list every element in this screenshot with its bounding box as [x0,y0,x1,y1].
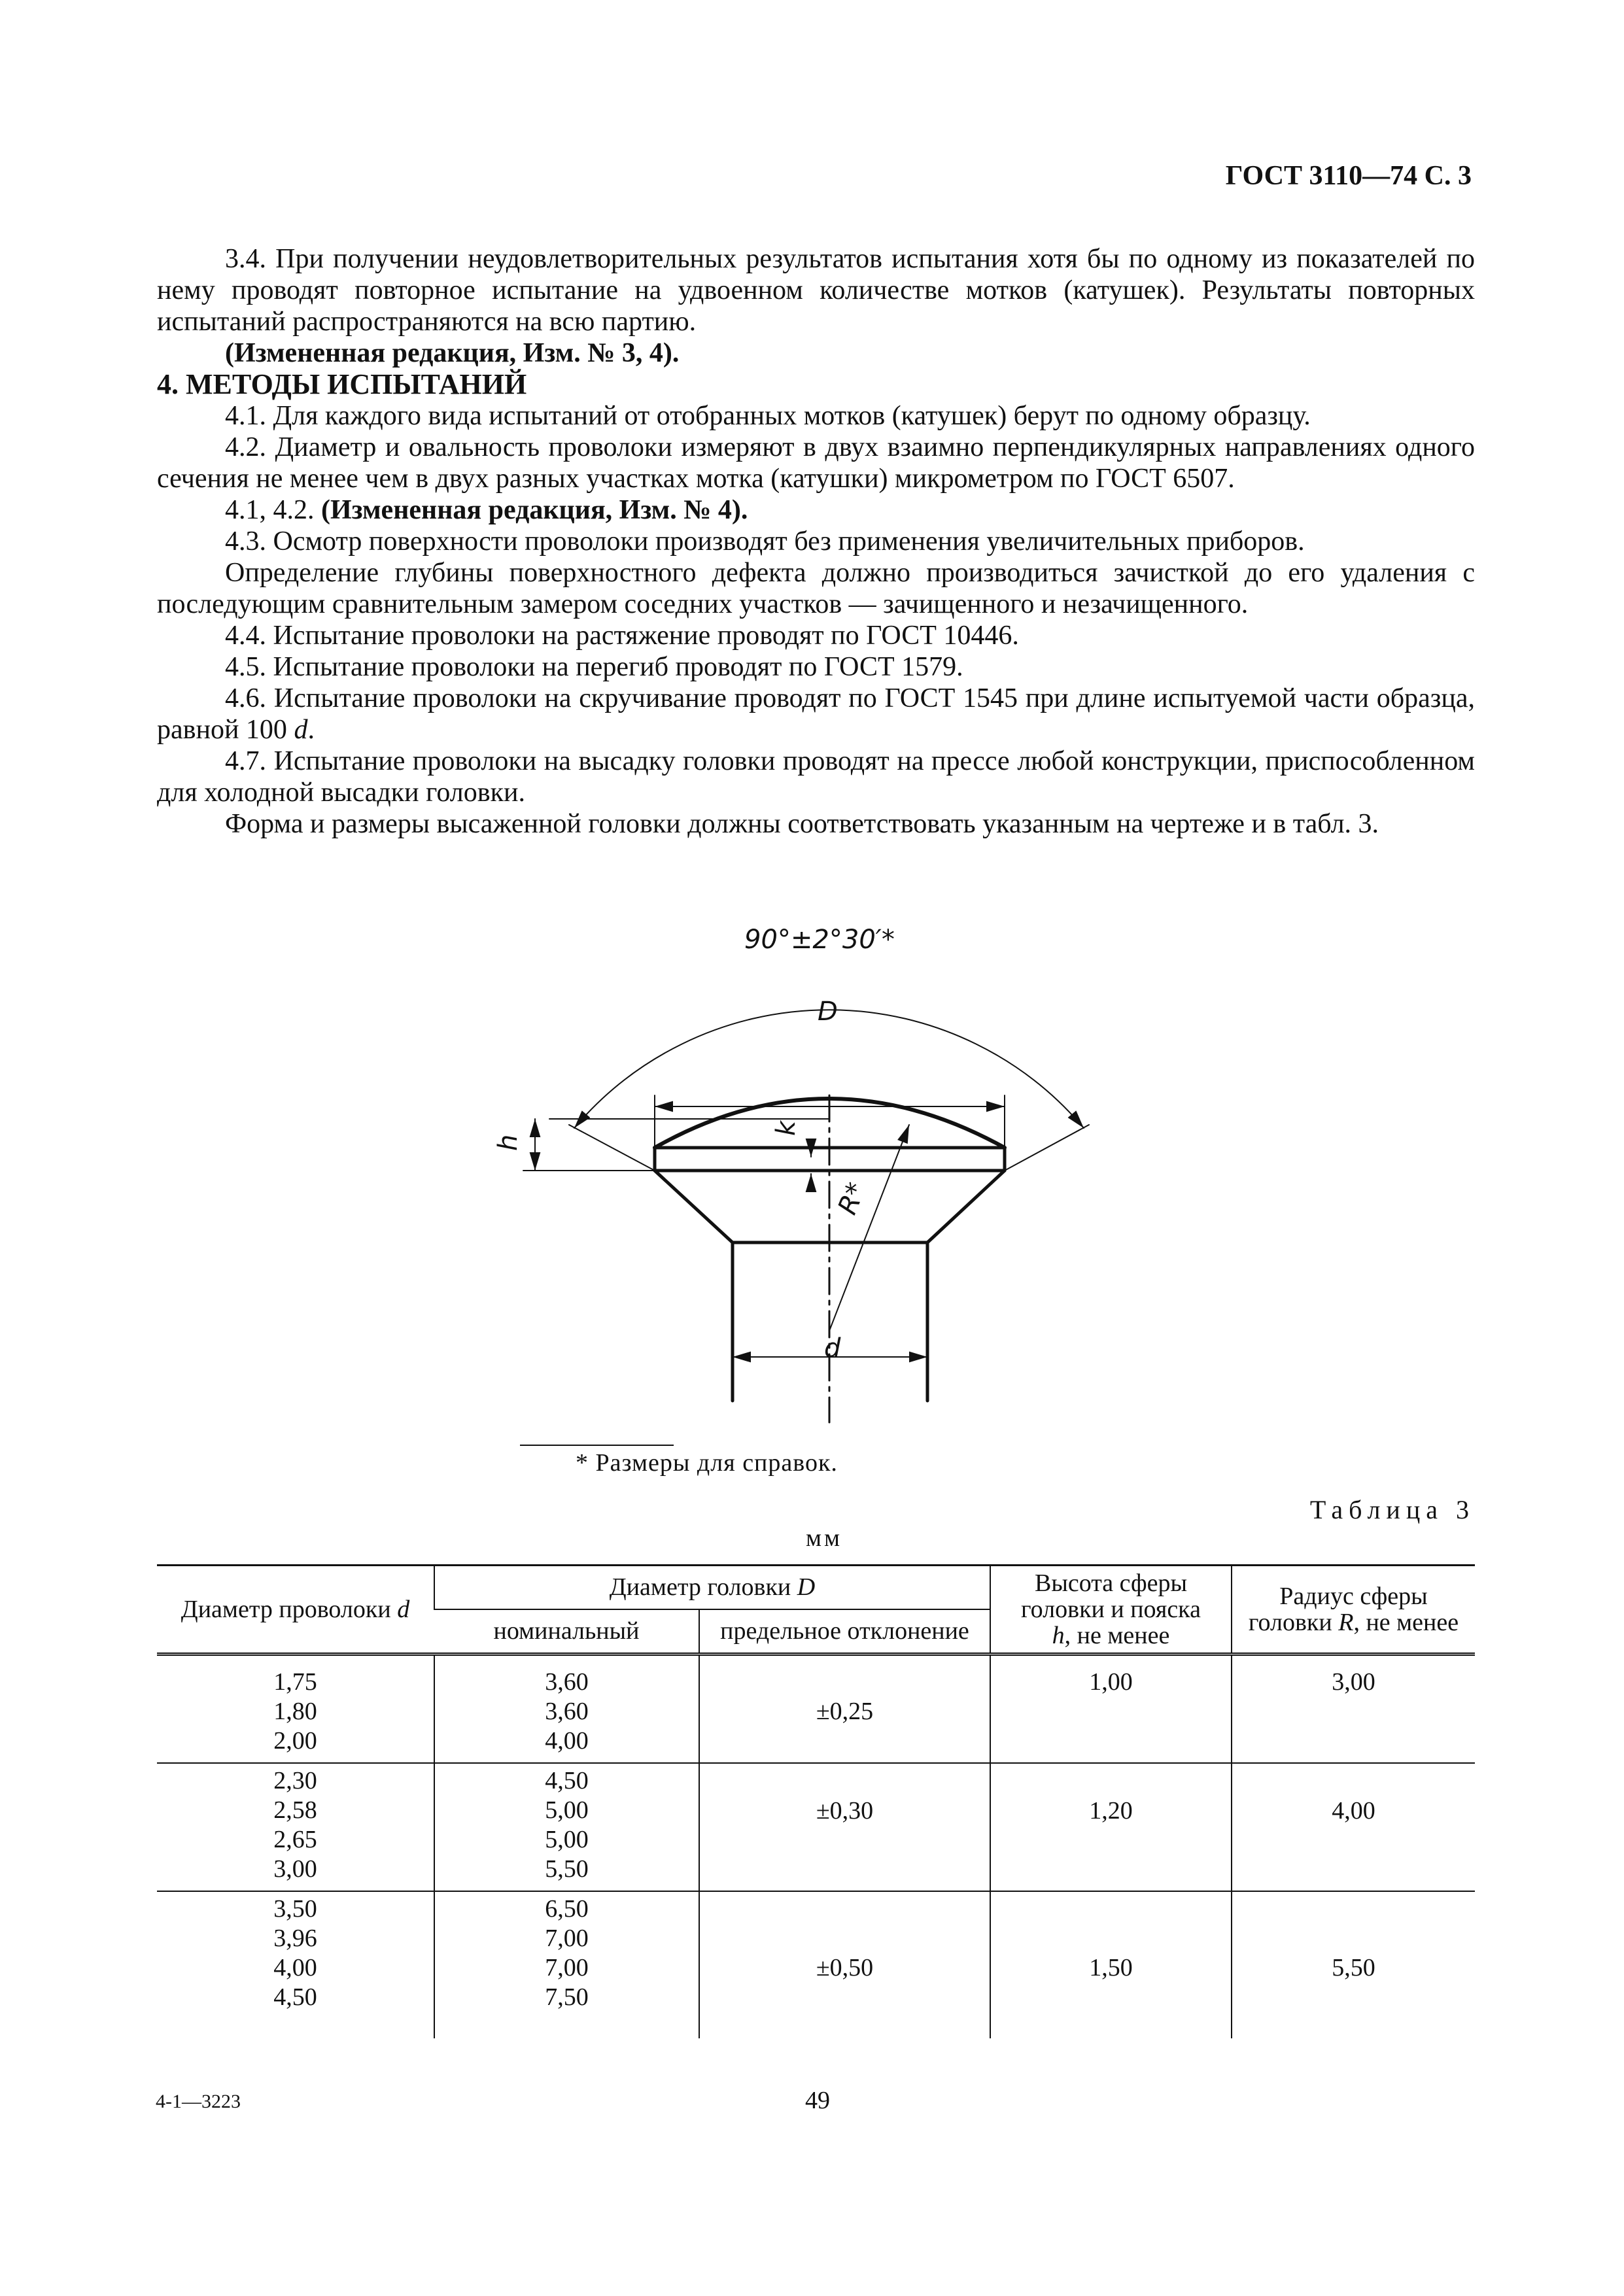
paragraph-4-6-text: 4.6. Испытание проволоки на скручивание проводят по ГОСТ 1545 при длине испытуемой части образца, равной 100 [157,683,1475,745]
paragraph-4-4: 4.4. Испытание проволоки на растяжение проводят по ГОСТ 10446. [225,621,1019,651]
paragraph-form: Форма и размеры высаженной головки должны соответствовать указанным на чертеже и в табл. 3. [225,809,1379,839]
revision-text: (Измененная редакция, Изм. № 4). [321,495,748,525]
D-label: D [818,997,838,1027]
body-text [157,243,1475,840]
header-deviation: предельное отклонение [699,1609,990,1654]
footer-code: 4-1—3223 [156,2091,241,2112]
wire-diameter-cell: 2,30 2,58 2,65 3,00 [157,1763,434,1891]
table-caption: Таблица 3 [1309,1495,1475,1524]
sphere-height-cell: 1,50 [990,1891,1232,2038]
header-sphere-height: Высота сферы головки и пояска h, не менее [990,1566,1232,1654]
sphere-radius-cell: 4,00 [1232,1763,1475,1891]
header-head-diameter: Диаметр головки D [434,1566,990,1609]
revision-note-4-1-4-2 [157,494,1475,526]
paragraph-4-6-end: . [307,715,315,745]
footnote: * Размеры для справок. [576,1449,838,1477]
paragraph-4-6 [157,683,1475,745]
header-sphere-radius: Радиус сферы головки R, не менее [1232,1566,1475,1654]
paragraph-4-3-defect: Определение глубины поверхностного дефекта должно производиться зачисткой до его удаления с последующим сравнительным замером соседних участков — зачищенного и незачищенного. [157,558,1475,619]
head-nominal-cell: 4,50 5,00 5,00 5,50 [434,1763,699,1891]
k-label: k [771,1120,801,1136]
table-row [157,1891,1475,2038]
h-label: h [493,1134,523,1151]
deviation-cell: ±0,30 [699,1763,990,1891]
sphere-radius-cell: 5,50 [1232,1891,1475,2038]
head-nominal-cell: 6,50 7,00 7,00 7,50 [434,1891,699,2038]
paragraph-4-3: 4.3. Осмотр поверхности проволоки производят без применения увеличительных приборов. [225,526,1305,557]
table-units: мм [805,1524,843,1552]
header-wire-diameter: Диаметр проволоки d [157,1566,434,1654]
deviation-cell: ±0,50 [699,1891,990,2038]
paragraph-4-7: 4.7. Испытание проволоки на высадку головки проводят на прессе любой конструкции, приспособленном для холодной высадки головки. [157,746,1475,808]
rivet-head-drawing [458,906,1177,1429]
section-title: 4. МЕТОДЫ ИСПЫТАНИЙ [157,368,527,400]
sphere-height-cell: 1,00 [990,1654,1232,1764]
table-row [157,1654,1475,1764]
wire-diameter-cell: 1,75 1,80 2,00 [157,1654,434,1764]
header-nominal: номинальный [434,1609,699,1654]
revision-prefix: 4.1, 4.2. [225,495,315,525]
sphere-radius-cell: 3,00 [1232,1654,1475,1764]
head-nominal-cell: 3,60 3,60 4,00 [434,1654,699,1764]
paragraph-4-6-variable: d [294,715,308,745]
page-number: 49 [805,2087,830,2114]
table-3 [157,1564,1475,2038]
wire-diameter-cell: 3,50 3,96 4,00 4,50 [273,1895,317,2011]
paragraph-3-4: 3.4. При получении неудовлетворительных результатов испытания хотя бы по одному из показателей по нему проводят повторное испытание на удвоенном количестве мотков (катушек). Результаты повторных испытаний распространяются на всю партию. [157,244,1475,337]
angle-label: 90°±2°30′* [744,925,895,955]
sphere-height-cell: 1,20 [990,1763,1232,1891]
d-label: d [824,1333,841,1363]
table-row [157,1763,1475,1891]
paragraph-4-5: 4.5. Испытание проволоки на перегиб проводят по ГОСТ 1579. [225,652,963,682]
R-label: R* [832,1178,872,1219]
page-header: ГОСТ 3110—74 С. 3 [1225,161,1472,191]
deviation-cell: ±0,25 [699,1654,990,1764]
paragraph-4-2: 4.2. Диаметр и овальность проволоки измеряют в двух взаимно перпендикулярных направлениях одного сечения не менее чем в двух разных участках мотка (катушки) микрометром по ГОСТ 6507. [157,432,1475,494]
paragraph-4-1: 4.1. Для каждого вида испытаний от отобранных мотков (катушек) берут по одному образцу. [225,401,1311,431]
footnote-rule [520,1445,674,1446]
revision-note-3-4: (Измененная редакция, Изм. № 3, 4). [225,338,680,368]
